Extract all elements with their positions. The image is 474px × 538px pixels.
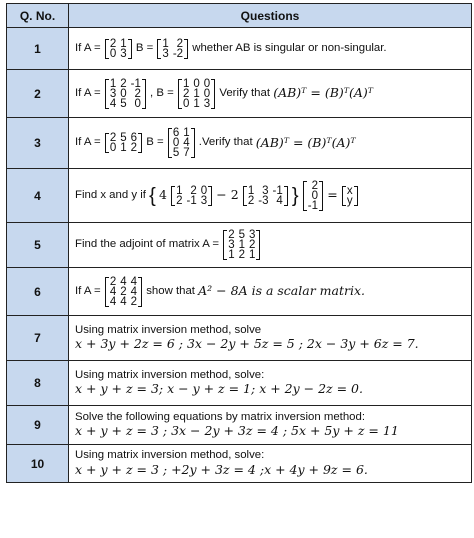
matrix-b <box>178 79 215 109</box>
q-equation: (AB)ᵀ = (B)ᵀ(A)ᵀ <box>255 134 356 150</box>
q-text: B = <box>146 136 164 149</box>
question-text <box>69 169 472 223</box>
question-number: 4 <box>7 169 69 223</box>
matrix-cell: 0 <box>203 87 211 100</box>
matrix-cell: 2 <box>176 194 183 207</box>
matrix-b <box>168 128 195 158</box>
q-equation: A² − 8A is a scalar matrix. <box>198 283 365 299</box>
matrix-grid <box>171 128 192 158</box>
matrix-cell: 1 <box>109 77 117 90</box>
matrix-cell: -2 <box>172 47 184 60</box>
matrix-grid <box>174 186 209 206</box>
matrix-cell: 6 <box>172 127 180 139</box>
question-row-10 <box>7 445 472 483</box>
matrix-cell: 5 <box>172 147 180 159</box>
q-text: If A = <box>75 284 101 297</box>
matrix-cell: 5 <box>120 132 127 144</box>
question-row-9 <box>7 406 472 445</box>
q-text: Using matrix inversion method, solve <box>75 323 262 336</box>
left-brace: { <box>149 184 156 207</box>
matrix-grid <box>160 39 185 59</box>
matrix-cell: 5 <box>238 229 246 241</box>
header-row <box>7 4 472 28</box>
matrix-cell: 0 <box>182 97 190 110</box>
matrix-cell: 6 <box>130 132 138 144</box>
result-vector <box>342 186 358 206</box>
q-text: Using matrix inversion method, solve: <box>75 449 265 462</box>
q-text: Verify that <box>219 86 271 99</box>
matrix-cell: 4 <box>130 285 138 298</box>
matrix-cell: 4 <box>120 275 127 288</box>
question-number: 8 <box>7 361 69 406</box>
q-text: If A = <box>75 41 101 54</box>
q-equation: x + y + z = 3 ; +2y + 3z = 4 ;x + 4y + 9z = 6. <box>75 461 368 477</box>
matrix-cell: 3 <box>162 47 169 60</box>
matrix-cell: 2 <box>120 285 127 298</box>
matrix-cell: 1 <box>193 87 200 100</box>
q-text: If A = <box>75 136 101 149</box>
matrix-a <box>105 79 146 109</box>
matrix-cell: 1 <box>247 184 255 197</box>
matrix-a <box>105 39 132 59</box>
question-number: 7 <box>7 316 69 361</box>
question-row-1 <box>7 28 472 70</box>
matrix-cell: -1 <box>186 194 197 207</box>
matrix-grid <box>226 230 257 260</box>
matrix-a <box>105 133 142 153</box>
matrix-cell: 2 <box>109 132 117 144</box>
matrix-cell: 1 <box>120 37 127 50</box>
matrix-cell: 4 <box>109 295 117 308</box>
matrix-cell: 1 <box>183 127 190 139</box>
matrix-cell: 0 <box>109 142 117 154</box>
matrix-cell: 4 <box>276 194 283 207</box>
question-number: 3 <box>7 118 69 169</box>
questions-table <box>6 3 472 483</box>
matrix-cell: -1 <box>272 184 283 197</box>
matrix-grid <box>306 181 320 211</box>
matrix-cell: 2 <box>130 295 138 308</box>
matrix-cell: 3 <box>228 239 235 251</box>
header-qno: Q. No. <box>7 4 69 28</box>
question-row-6 <box>7 268 472 316</box>
matrix-cell: -1 <box>307 199 319 212</box>
matrix-cell: 3 <box>200 194 208 207</box>
question-row-4 <box>7 169 472 223</box>
matrix-cell: 0 <box>134 97 141 110</box>
matrix-cell: 0 <box>172 137 180 149</box>
q-text: Find the adjoint of matrix A = <box>75 238 220 251</box>
question-number: 2 <box>7 70 69 118</box>
question-text <box>69 118 472 169</box>
matrix-cell: 0 <box>193 77 200 90</box>
question-number: 1 <box>7 28 69 70</box>
matrix-cell: 3 <box>109 87 117 100</box>
q-equation: (AB)ᵀ = (B)ᵀ(A)ᵀ <box>273 85 374 101</box>
matrix-cell: 4 <box>109 97 117 110</box>
q-text: If A = <box>75 86 101 99</box>
matrix-cell: y <box>346 194 353 207</box>
q-text: Using matrix inversion method, solve: <box>75 368 265 381</box>
matrix-cell: 2 <box>134 87 141 100</box>
matrix-cell: 3 <box>203 97 211 110</box>
matrix-cell: 0 <box>200 184 208 197</box>
matrix-cell: 2 <box>247 194 255 207</box>
matrix-grid <box>345 186 355 206</box>
question-row-8 <box>7 361 472 406</box>
matrix-cell: 5 <box>120 97 127 110</box>
matrix-grid <box>108 79 143 109</box>
matrix-cell: 1 <box>162 37 169 50</box>
q-equation: x + y + z = 3 ; 3x − 2y + 3z = 4 ; 5x + 5y + z = 11 <box>75 423 399 439</box>
matrix-cell: 3 <box>262 184 269 197</box>
matrix-cell: 1 <box>120 142 127 154</box>
matrix-a <box>105 277 142 307</box>
question-row-7 <box>7 316 472 361</box>
matrix-cell: 4 <box>120 295 127 308</box>
matrix-cell: 2 <box>249 239 256 251</box>
question-number: 10 <box>7 445 69 483</box>
matrix-cell: 2 <box>238 249 246 261</box>
matrix-cell: 7 <box>183 147 190 159</box>
matrix-cell: 2 <box>120 77 127 90</box>
question-text <box>69 28 472 70</box>
q-text: show that <box>146 284 195 297</box>
question-text <box>69 70 472 118</box>
q-equals: = <box>327 187 338 203</box>
matrix-grid <box>108 277 139 307</box>
q-text: .Verify that <box>198 136 253 149</box>
q-text: , B = <box>150 86 174 99</box>
matrix-cell: 1 <box>238 239 246 251</box>
right-brace: } <box>291 184 299 207</box>
question-text <box>69 223 472 268</box>
matrix-b <box>157 39 188 59</box>
question-text <box>69 268 472 316</box>
q-number: − 2 <box>216 187 239 203</box>
matrix-grid <box>108 39 129 59</box>
matrix-cell: 2 <box>311 179 319 192</box>
matrix-cell: 4 <box>130 275 138 288</box>
matrix-cell: 2 <box>182 87 190 100</box>
question-row-2 <box>7 70 472 118</box>
q-number: 4 <box>158 187 167 203</box>
question-row-5 <box>7 223 472 268</box>
question-row-3 <box>7 118 472 169</box>
matrix-cell: 0 <box>203 77 211 90</box>
matrix-cell: 3 <box>249 229 256 241</box>
q-text: Solve the following equations by matrix inversion method: <box>75 410 365 423</box>
matrix-cell: 2 <box>176 37 184 50</box>
matrix-cell: 4 <box>183 137 190 149</box>
header-questions: Questions <box>69 4 472 28</box>
question-text <box>69 316 472 361</box>
q-equation: x + y + z = 3; x − y + z = 1; x + 2y − 2z = 0. <box>75 381 363 397</box>
q-text: B = <box>135 41 154 54</box>
matrix-grid <box>246 186 285 206</box>
matrix-cell: 1 <box>176 184 183 197</box>
matrix-cell: 2 <box>109 275 117 288</box>
matrix-grid <box>181 79 212 109</box>
matrix-cell: 2 <box>109 37 117 50</box>
matrix-grid <box>108 133 139 153</box>
matrix-cell: 3 <box>120 47 127 60</box>
q-text: whether AB is singular or non-singular. <box>192 41 387 54</box>
question-text <box>69 445 472 483</box>
question-number: 5 <box>7 223 69 268</box>
matrix-cell: -3 <box>258 194 269 207</box>
matrix-cell: 2 <box>130 142 138 154</box>
matrix-cell: 0 <box>311 189 319 202</box>
question-text <box>69 361 472 406</box>
matrix-cell: 4 <box>109 285 117 298</box>
matrix-2 <box>243 186 288 206</box>
matrix-cell: 2 <box>190 184 197 197</box>
question-number: 9 <box>7 406 69 445</box>
matrix-1 <box>171 186 212 206</box>
vector <box>303 181 323 211</box>
matrix-cell: 0 <box>109 47 117 60</box>
matrix-cell: 1 <box>182 77 190 90</box>
q-text: Find x and y if <box>75 188 146 201</box>
matrix-a <box>223 230 260 260</box>
matrix-cell: x <box>346 184 353 197</box>
matrix-cell: -1 <box>130 77 141 90</box>
matrix-cell: 1 <box>249 249 256 261</box>
matrix-cell: 1 <box>193 97 200 110</box>
matrix-cell: 2 <box>228 229 235 241</box>
q-equation: x + 3y + 2z = 6 ; 3x − 2y + 5z = 5 ; 2x − 3y + 6z = 7. <box>75 336 419 352</box>
question-text <box>69 406 472 445</box>
matrix-cell: 1 <box>228 249 235 261</box>
question-number: 6 <box>7 268 69 316</box>
matrix-cell: 0 <box>120 87 127 100</box>
